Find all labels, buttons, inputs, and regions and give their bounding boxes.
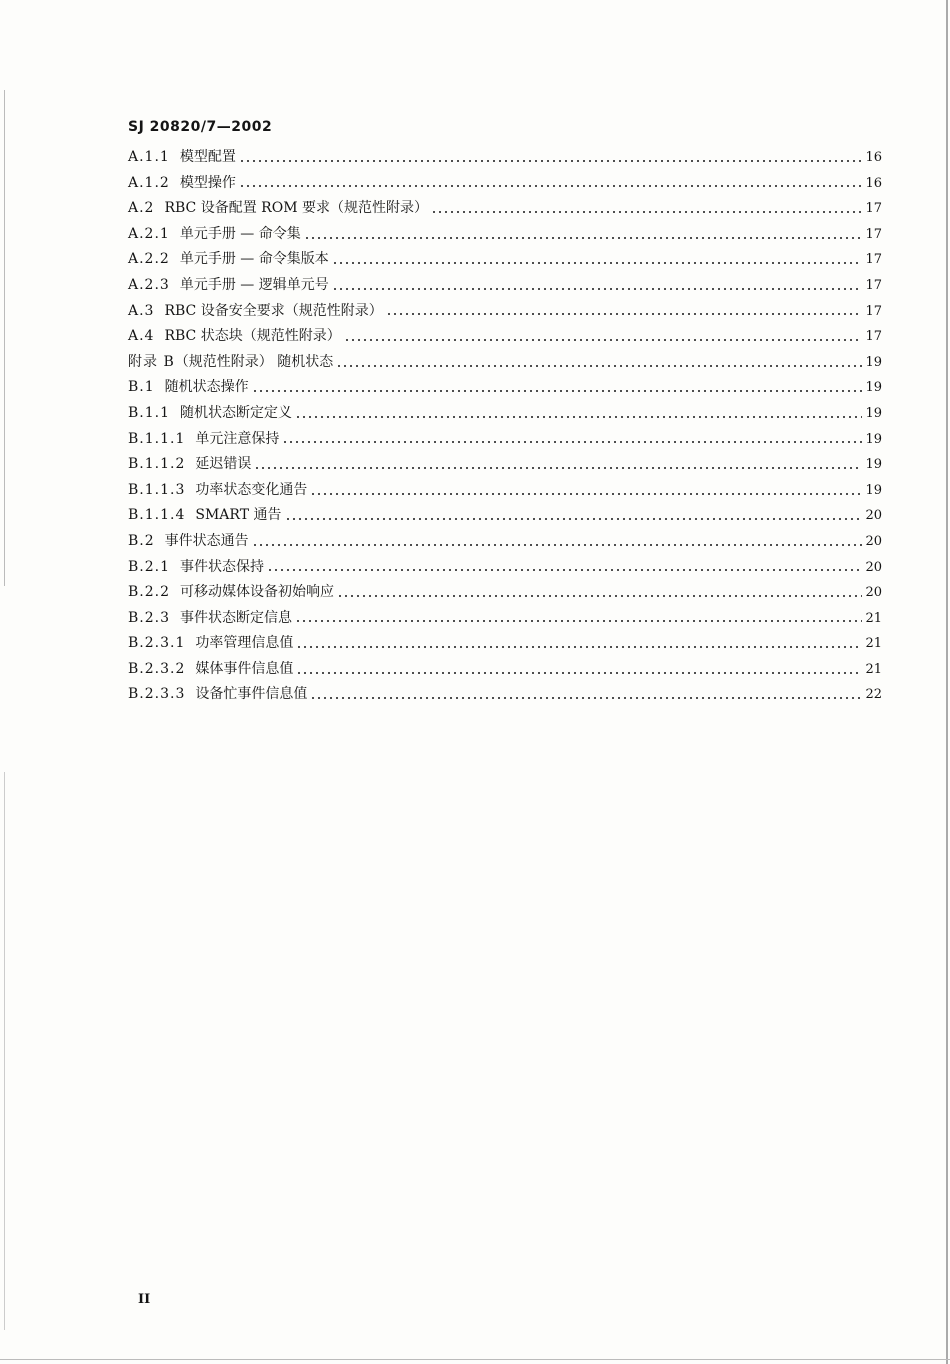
toc-dot-leader bbox=[336, 364, 862, 368]
toc-entry[interactable] bbox=[128, 247, 882, 273]
toc-dot-leader bbox=[252, 389, 863, 393]
toc-dot-leader bbox=[296, 671, 862, 675]
toc-entry-number: B.2.1 bbox=[128, 558, 171, 575]
toc-entry-page: 22 bbox=[865, 687, 882, 703]
toc-entry-title: RBC 设备安全要求（规范性附录） bbox=[164, 302, 383, 319]
toc-entry-title: 功率管理信息值 bbox=[195, 635, 294, 652]
toc-entry-page: 19 bbox=[865, 405, 882, 421]
toc-entry-page: 19 bbox=[865, 482, 882, 498]
toc-entry-number: B.1.1 bbox=[128, 404, 171, 421]
toc-entry[interactable] bbox=[128, 606, 882, 632]
toc-entry-title: RBC 设备配置 ROM 要求（规范性附录） bbox=[164, 200, 428, 217]
toc-entry-number: A.2.1 bbox=[128, 225, 170, 242]
toc-entry[interactable] bbox=[128, 555, 882, 581]
table-of-contents bbox=[128, 145, 882, 708]
toc-entry[interactable] bbox=[128, 657, 882, 683]
toc-entry[interactable] bbox=[128, 350, 882, 376]
toc-entry-number: A.2.2 bbox=[128, 251, 170, 268]
toc-dot-leader bbox=[310, 696, 862, 700]
toc-entry-title: 功率状态变化通告 bbox=[195, 481, 308, 498]
toc-entry[interactable] bbox=[128, 452, 882, 478]
toc-entry-page: 19 bbox=[865, 431, 882, 447]
toc-entry-title: 事件状态断定信息 bbox=[180, 609, 293, 626]
toc-entry[interactable] bbox=[128, 171, 882, 197]
toc-entry[interactable] bbox=[128, 375, 882, 401]
toc-entry-title: 可移动媒体设备初始响应 bbox=[180, 584, 335, 601]
toc-entry-title: 单元手册 — 命令集版本 bbox=[179, 251, 329, 268]
toc-entry-title: 单元注意保持 bbox=[195, 430, 280, 447]
toc-entry[interactable] bbox=[128, 503, 882, 529]
toc-entry-title: 随机状态操作 bbox=[164, 379, 249, 396]
toc-entry[interactable] bbox=[128, 580, 882, 606]
toc-entry[interactable] bbox=[128, 222, 882, 248]
toc-entry-title: 事件状态通告 bbox=[164, 532, 249, 549]
toc-entry-number: B.2.3.3 bbox=[128, 686, 186, 703]
toc-entry-page: 19 bbox=[865, 354, 882, 370]
toc-entry-number: A.2 bbox=[128, 200, 155, 217]
toc-entry-number: 附录 B bbox=[128, 353, 175, 370]
toc-entry-page: 20 bbox=[865, 508, 882, 524]
toc-entry-number: B.1.1.4 bbox=[128, 507, 186, 524]
toc-entry-title: 延迟错误 bbox=[195, 456, 252, 473]
toc-entry-page: 17 bbox=[865, 226, 882, 242]
toc-dot-leader bbox=[332, 261, 863, 265]
toc-entry-title: （规范性附录） 随机状态 bbox=[174, 353, 334, 370]
toc-entry-title: SMART 通告 bbox=[195, 507, 282, 524]
toc-dot-leader bbox=[344, 338, 863, 342]
toc-dot-leader bbox=[332, 287, 863, 291]
toc-dot-leader bbox=[267, 568, 862, 572]
toc-entry-title: 单元手册 — 逻辑单元号 bbox=[179, 276, 329, 293]
toc-entry-number: A.1.2 bbox=[128, 174, 170, 191]
document-code: SJ 20820/7—2002 bbox=[128, 119, 273, 135]
toc-entry[interactable] bbox=[128, 273, 882, 299]
scan-edge-left bbox=[4, 90, 5, 1330]
toc-entry-title: RBC 状态块（规范性附录） bbox=[164, 328, 341, 345]
toc-entry[interactable] bbox=[128, 478, 882, 504]
toc-entry[interactable] bbox=[128, 196, 882, 222]
toc-entry-page: 20 bbox=[865, 533, 882, 549]
toc-entry-number: B.1 bbox=[128, 379, 155, 396]
toc-entry-title: 模型操作 bbox=[179, 174, 236, 191]
toc-entry-page: 17 bbox=[865, 303, 882, 319]
toc-entry-number: A.2.3 bbox=[128, 276, 170, 293]
toc-entry-page: 17 bbox=[865, 277, 882, 293]
toc-entry[interactable] bbox=[128, 631, 882, 657]
toc-entry-number: A.3 bbox=[128, 302, 155, 319]
toc-dot-leader bbox=[252, 543, 863, 547]
toc-entry-page: 20 bbox=[865, 559, 882, 575]
toc-entry-title: 随机状态断定定义 bbox=[180, 404, 293, 421]
toc-entry[interactable] bbox=[128, 427, 882, 453]
scan-edge-bottom bbox=[0, 1359, 950, 1360]
toc-entry-page: 17 bbox=[865, 329, 882, 345]
toc-dot-leader bbox=[310, 492, 862, 496]
toc-entry-number: B.2.2 bbox=[128, 584, 171, 601]
toc-dot-leader bbox=[254, 466, 862, 470]
toc-entry-number: B.2.3.1 bbox=[128, 635, 186, 652]
toc-entry-number: A.1.1 bbox=[128, 149, 170, 165]
toc-entry-page: 21 bbox=[865, 661, 882, 677]
toc-entry[interactable] bbox=[128, 682, 882, 708]
toc-entry[interactable] bbox=[128, 324, 882, 350]
scan-edge-right bbox=[946, 0, 948, 1364]
toc-dot-leader bbox=[239, 159, 863, 163]
toc-dot-leader bbox=[431, 210, 862, 214]
toc-dot-leader bbox=[239, 184, 863, 188]
toc-dot-leader bbox=[295, 415, 862, 419]
toc-entry-number: B.1.1.1 bbox=[128, 430, 186, 447]
toc-entry[interactable] bbox=[128, 145, 882, 171]
page-number: II bbox=[138, 1292, 151, 1307]
toc-entry[interactable] bbox=[128, 529, 882, 555]
toc-entry-page: 20 bbox=[865, 585, 882, 601]
toc-dot-leader bbox=[285, 517, 863, 521]
toc-entry-title: 事件状态保持 bbox=[180, 558, 265, 575]
toc-entry[interactable] bbox=[128, 299, 882, 325]
toc-entry-number: B.2.3 bbox=[128, 609, 171, 626]
toc-entry-number: A.4 bbox=[128, 328, 155, 345]
toc-dot-leader bbox=[304, 236, 863, 240]
toc-entry-page: 16 bbox=[865, 175, 882, 191]
toc-entry-page: 21 bbox=[865, 610, 882, 626]
toc-entry-number: B.1.1.2 bbox=[128, 456, 186, 473]
toc-entry-page: 19 bbox=[865, 457, 882, 473]
toc-dot-leader bbox=[282, 440, 862, 444]
toc-entry-page: 17 bbox=[865, 201, 882, 217]
toc-entry-title: 单元手册 — 命令集 bbox=[179, 225, 301, 242]
toc-entry-page: 17 bbox=[865, 252, 882, 268]
toc-entry-number: B.2 bbox=[128, 532, 155, 549]
toc-dot-leader bbox=[337, 594, 862, 598]
toc-entry-number: B.1.1.3 bbox=[128, 481, 186, 498]
toc-dot-leader bbox=[386, 312, 863, 316]
toc-dot-leader bbox=[295, 619, 862, 623]
toc-entry-title: 媒体事件信息值 bbox=[195, 660, 294, 677]
toc-entry-title: 模型配置 bbox=[179, 149, 236, 165]
toc-entry-title: 设备忙事件信息值 bbox=[195, 686, 308, 703]
toc-entry-page: 19 bbox=[865, 380, 882, 396]
toc-entry-number: B.2.3.2 bbox=[128, 660, 186, 677]
toc-entry-page: 16 bbox=[865, 150, 882, 165]
toc-dot-leader bbox=[296, 645, 862, 649]
toc-entry-page: 21 bbox=[865, 636, 882, 652]
toc-entry[interactable] bbox=[128, 401, 882, 427]
